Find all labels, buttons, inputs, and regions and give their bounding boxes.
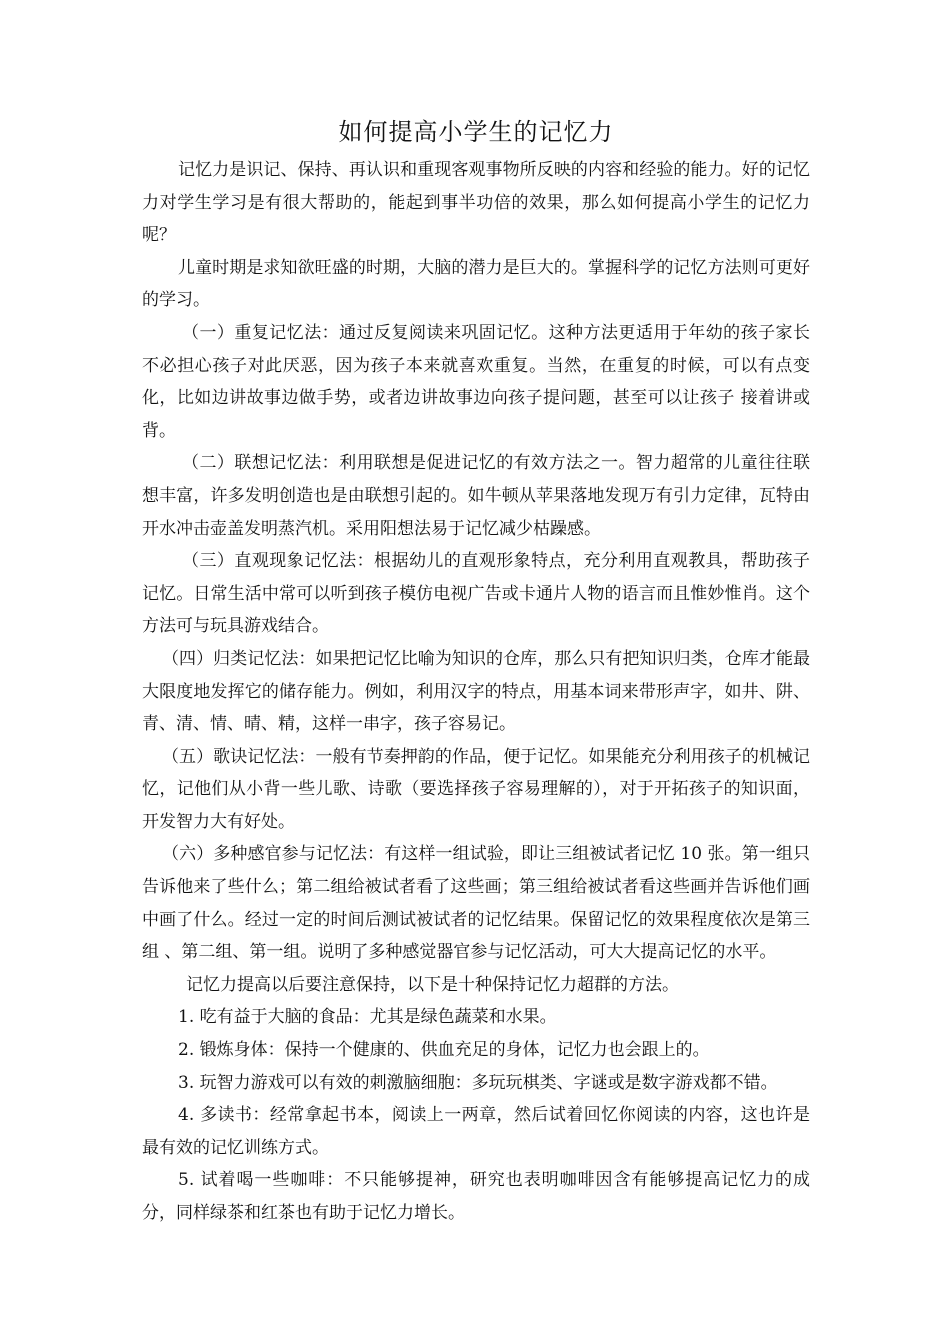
paragraph-childhood: 儿童时期是求知欲旺盛的时期，大脑的潜力是巨大的。掌握科学的记忆方法则可更好的学习。 <box>142 257 810 311</box>
list-item-1: 1. 吃有益于大脑的食品：尤其是绿色蔬菜和水果。 <box>178 1007 557 1028</box>
list-item-2: 2. 锻炼身体：保持一个健康的、供血充足的身体，记忆力也会跟上的。 <box>178 1040 710 1061</box>
paragraph-method-2: （二）联想记忆法：利用联想是促进记忆的有效方法之一。智力超常的儿童往往联想丰富，许多发明创造也是由联想引起的。如牛顿从苹果落地发现万有引力定律，瓦特由开水冲击壶盖发明蒸汽机。采用阳想法易于记忆减少枯躁感。 <box>142 453 810 539</box>
document-page <box>142 112 810 1230</box>
list-item-5: 5. 试着喝一些咖啡：不只能够提神，研究也表明咖啡因含有能够提高记忆力的成分，同样绿茶和红茶也有助于记忆力增长。 <box>142 1170 810 1223</box>
paragraph-intro: 记忆力是识记、保持、再认识和重现客观事物所反映的内容和经验的能力。好的记忆力对学生学习是有很大帮助的，能起到事半功倍的效果，那么如何提高小学生的记忆力呢？ <box>142 160 810 246</box>
paragraph-method-5: （五）歌诀记忆法：一般有节奏押韵的作品，便于记忆。如果能充分利用孩子的机械记忆，记他们从小背一些儿歌、诗歌（要选择孩子容易理解的），对于开拓孩子的知识面，开发智力大有好处。 <box>142 746 810 832</box>
paragraph-method-1: （一）重复记忆法：通过反复阅读来巩固记忆。这种方法更适用于年幼的孩子家长不必担心孩子对此厌恶，因为孩子本来就喜欢重复。当然，在重复的时候，可以有点变化，比如边讲故事边做手势，或者边讲故事边向孩子提问题，甚至可以让孩子 接着讲或背。 <box>142 322 810 441</box>
paragraph-method-6: （六）多种感官参与记忆法：有这样一组试验，即让三组被试者记忆 10 张。第一组只告诉他来了些什么；第二组给被试者看了这些画；第三组给被试者看这些画并告诉他们画中画了什么。经过一定的时间后测试被试者的记忆结果。保留记忆的效果程度依次是第三组 、第二组、第一组。说明了多种感觉器官参与记忆活动，可大大提高记忆的水平。 <box>142 844 810 963</box>
paragraph-method-3: （三）直观现象记忆法：根据幼儿的直观形象特点，充分利用直观教具，帮助孩子记忆。日常生活中常可以听到孩子模仿电视广告或卡通片人物的语言而且惟妙惟肖。这个方法可与玩具游戏结合。 <box>142 551 810 637</box>
list-item-4: 4. 多读书：经常拿起书本，阅读上一两章，然后试着回忆你阅读的内容，这也许是最有效的记忆训练方式。 <box>142 1105 810 1158</box>
list-item-3: 3. 玩智力游戏可以有效的刺激脑细胞：多玩玩棋类、字谜或是数字游戏都不错。 <box>178 1072 778 1093</box>
document-title: 如何提高小学生的记忆力 <box>338 118 614 146</box>
paragraph-ten-methods-intro: 记忆力提高以后要注意保持，以下是十种保持记忆力超群的方法。 <box>186 974 679 995</box>
paragraph-method-4: （四）归类记忆法：如果把记忆比喻为知识的仓库，那么只有把知识归类，仓库才能最大限度地发挥它的储存能力。例如，利用汉字的特点，用基本词来带形声字，如井、阱、青、清、情、晴、精，这样一串字，孩子容易记。 <box>142 648 810 735</box>
